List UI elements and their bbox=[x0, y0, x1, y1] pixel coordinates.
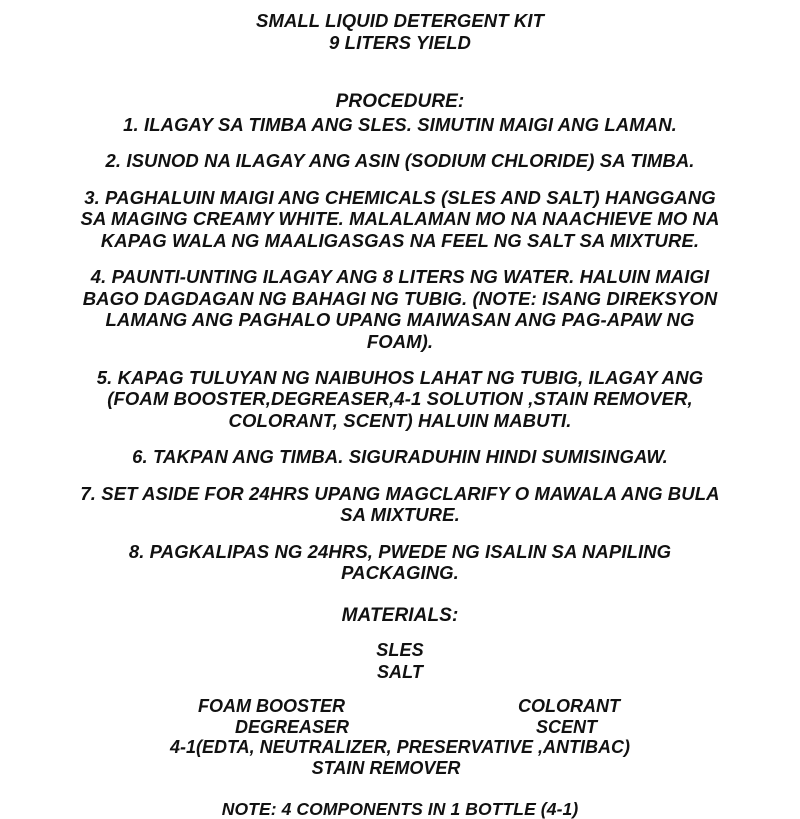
procedure-step: 7. SET ASIDE FOR 24HRS UPANG MAGCLARIFY O MAWALA ANG BULA SA MIXTURE. bbox=[80, 482, 720, 526]
material-item-combined: 4-1(EDTA, NEUTRALIZER, PRESERVATIVE ,ANTIBAC) bbox=[169, 736, 631, 757]
procedure-step: 8. PAGKALIPAS NG 24HRS, PWEDE NG ISALIN SA NAPILING PACKAGING. bbox=[128, 540, 672, 584]
material-item: SCENT bbox=[535, 716, 597, 737]
procedure-step: 2. ISUNOD NA ILAGAY ANG ASIN (SODIUM CHLORIDE) SA TIMBA. bbox=[105, 150, 695, 172]
document-subtitle: 9 LITERS YIELD bbox=[329, 32, 471, 54]
procedure-heading: PROCEDURE: bbox=[335, 90, 465, 112]
material-item: COLORANT bbox=[518, 695, 620, 716]
procedure-step: 5. KAPAG TULUYAN NG NAIBUHOS LAHAT NG TUBIG, ILAGAY ANG (FOAM BOOSTER,DEGREASER,4-1 SOLUTION ,STAIN REMOVER, COLORANT, SCENT) HALUIN MABUTI. bbox=[96, 367, 704, 431]
material-item: SALT bbox=[376, 661, 424, 682]
document-note: NOTE: 4 COMPONENTS IN 1 BOTTLE (4-1) bbox=[221, 798, 579, 819]
materials-row bbox=[70, 695, 730, 716]
material-item: DEGREASER bbox=[235, 716, 350, 737]
procedure-step: 1. ILAGAY SA TIMBA ANG SLES. SIMUTIN MAIGI ANG LAMAN. bbox=[123, 113, 677, 135]
document-title: SMALL LIQUID DETERGENT KIT bbox=[256, 10, 544, 31]
material-item: FOAM BOOSTER bbox=[198, 695, 345, 716]
material-item: SLES bbox=[376, 639, 424, 660]
materials-grid bbox=[70, 695, 730, 779]
materials-center-list bbox=[376, 640, 423, 684]
materials-row bbox=[70, 716, 730, 737]
materials-heading: MATERIALS: bbox=[341, 604, 459, 626]
procedure-step: 3. PAGHALUIN MAIGI ANG CHEMICALS (SLES AND SALT) HANGGANG SA MAGING CREAMY WHITE. MALALAMAN MO NA NAACHIEVE MO NA KAPAG WALA NG MAALIGASGAS NA FEEL NG SALT SA MIXTURE. bbox=[80, 186, 720, 251]
material-item: STAIN REMOVER bbox=[311, 757, 461, 778]
procedure-step: 4. PAUNTI-UNTING ILAGAY ANG 8 LITERS NG WATER. HALUIN MAIGI BAGO DAGDAGAN NG BAHAGI NG TUBIG. (NOTE: ISANG DIREKSYON LAMANG ANG PAGHALO UPANG MAIWASAN ANG PAG-APAW NG FOAM). bbox=[82, 266, 718, 352]
procedure-step: 6. TAKPAN ANG TIMBA. SIGURADUHIN HINDI SUMISINGAW. bbox=[132, 446, 668, 468]
